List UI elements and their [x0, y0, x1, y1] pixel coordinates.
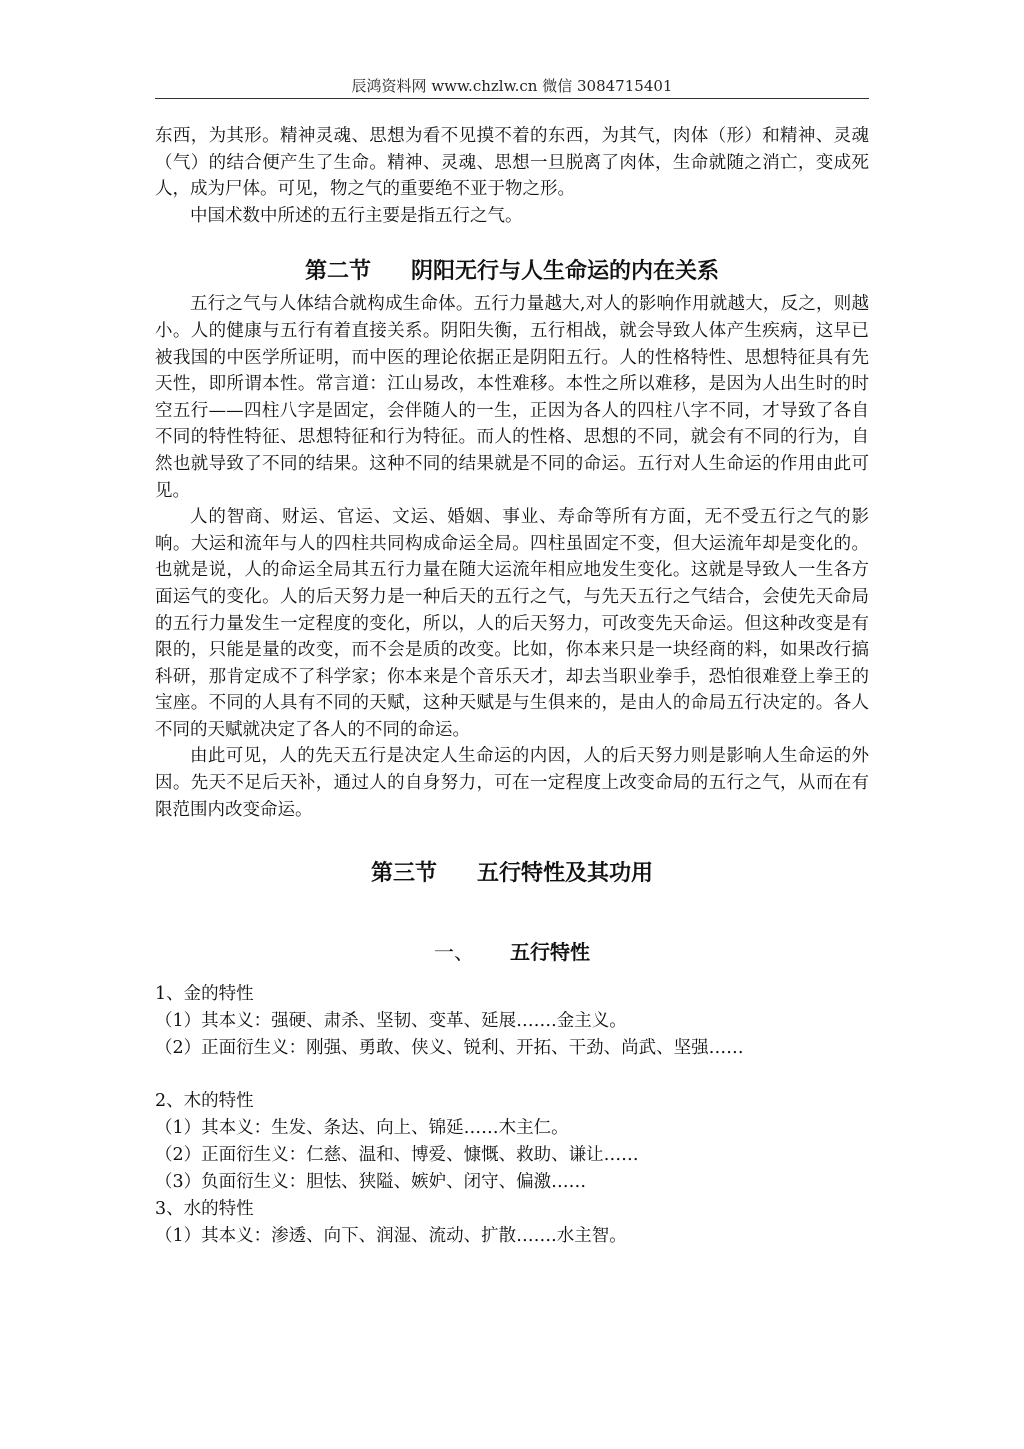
subsection-1-heading [155, 937, 869, 967]
wood-item-1: （1）其本义：生发、条达、向上、锦延……木主仁。 [155, 1118, 569, 1139]
section-3-title: 五行特性及其功用 [477, 861, 654, 887]
section-3-number: 第三节 [370, 861, 437, 887]
subsection-1-title: 五行特性 [510, 940, 590, 965]
section-2-title: 阴阳无行与人生命运的内在关系 [411, 259, 720, 285]
section-2-number: 第二节 [304, 259, 371, 285]
intro-paragraph-2: 中国术数中所述的五行主要是指五行之气。 [190, 205, 523, 226]
subsection-1-number: 一、 [434, 940, 474, 965]
water-heading: 3、水的特性 [155, 1199, 254, 1220]
metal-heading: 1、金的特性 [155, 984, 254, 1005]
wood-item-2: （2）正面衍生义：仁慈、温和、博爱、慷慨、救助、谦让…… [155, 1145, 639, 1166]
metal-item-1: （1）其本义：强硬、肃杀、坚韧、变革、延展…….金主义。 [155, 1011, 627, 1032]
section-2-paragraph-3: 由此可见，人的先天五行是决定人生命运的内因，人的后天努力则是影响人生命运的外因。先天不足后天补，通过人的自身努力，可在一定程度上改变命局的五行之气，从而在有限范围内改变命运。 [155, 746, 869, 820]
section-3-heading [155, 859, 869, 889]
wood-item-3: （3）负面衍生义：胆怯、狭隘、嫉妒、闭守、偏激…… [155, 1172, 587, 1193]
metal-item-2: （2）正面衍生义：刚强、勇敢、侠义、锐利、开拓、干劲、尚武、坚强…… [155, 1038, 744, 1059]
water-item-1: （1）其本义：渗透、向下、润湿、流动、扩散…….水主智。 [155, 1226, 627, 1247]
section-2-paragraph-1: 五行之气与人体结合就构成生命体。五行力量越大,对人的影响作用就越大，反之，则越小。人的健康与五行有着直接关系。阴阳失衡，五行相战，就会导致人体产生疾病，这早已被我国的中医学所证明，而中医的理论依据正是阴阳五行。人的性格特性、思想特征具有先天性，即所谓本性。常言道：江山易改，本性难移。本性之所以难移，是因为人出生时的时空五行——四柱八字是固定，会伴随人的一生，正因为各人的四柱八字不同，才导致了各自不同的特性特征、思想特征和行为特征。而人的性格、思想的不同，就会有不同的行为，自然也就导致了不同的结果。这种不同的结果就是不同的命运。五行对人生命运的作用由此可见。 [155, 294, 869, 501]
document-body [155, 123, 869, 1250]
wood-heading: 2、木的特性 [155, 1091, 254, 1112]
page-header: 辰鸿资料网 www.chzlw.cn 微信 3084715401 [351, 77, 673, 95]
intro-paragraph-1: 东西，为其形。精神灵魂、思想为看不见摸不着的东西，为其气，肉体（形）和精神、灵魂（气）的结合便产生了生命。精神、灵魂、思想一旦脱离了肉体，生命就随之消亡，变成死人，成为尸体。可见，物之气的重要绝不亚于物之形。 [155, 126, 869, 200]
section-2-heading [155, 257, 869, 287]
header-divider [155, 98, 869, 99]
section-2-paragraph-2: 人的智商、财运、官运、文运、婚姻、事业、寿命等所有方面，无不受五行之气的影响。大运和流年与人的四柱共同构成命运全局。四柱虽固定不变，但大运流年却是变化的。也就是说，人的命运全局其五行力量在随大运流年相应地发生变化。这就是导致人一生各方面运气的变化。人的后天努力是一种后天的五行之气，与先天五行之气结合，会使先天命局的五行力量发生一定程度的变化，所以，人的后天努力，可改变先天命运。但这种改变是有限的，只能是量的改变，而不会是质的改变。比如，你本来只是一块经商的料，如果改行搞科研，那肯定成不了科学家；你本来是个音乐天才，却去当职业拳手，恐怕很难登上拳王的宝座。不同的人具有不同的天赋，这种天赋是与生俱来的，是由人的命局五行决定的。各人不同的天赋就决定了各人的不同的命运。 [155, 507, 869, 740]
